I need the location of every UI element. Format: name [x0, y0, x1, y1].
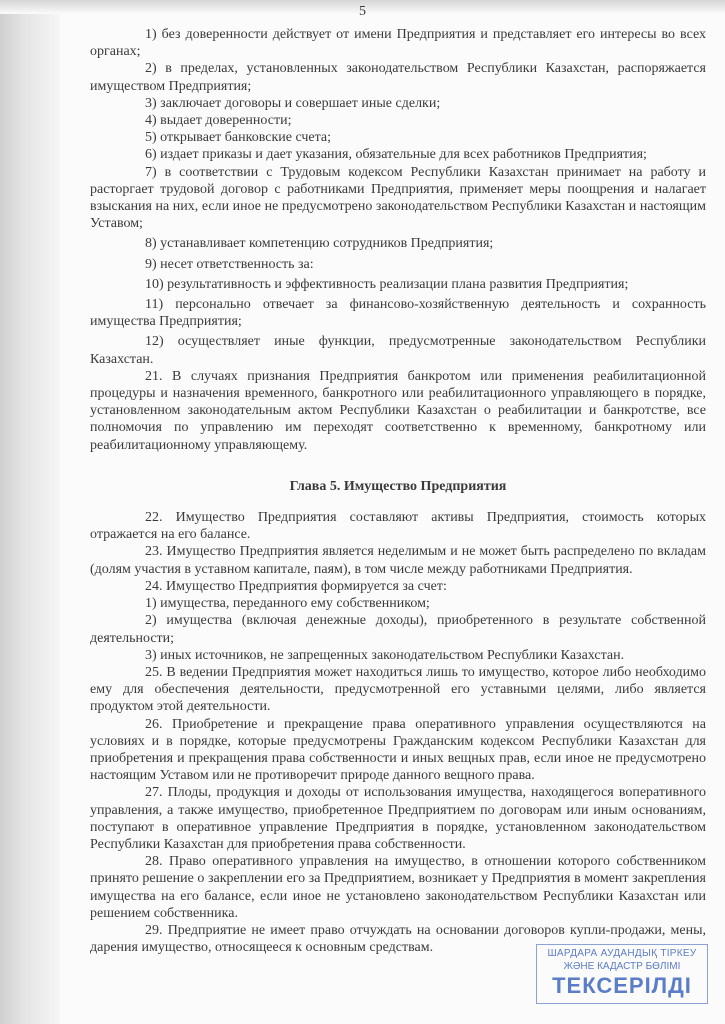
chapter-heading: Глава 5. Имущество Предприятия — [289, 478, 507, 494]
paragraph: 26. Приобретение и прекращение права оперативного управления осуществляются на условиях и в порядке, которые предусмотрены Гражданским кодексом Республики Казахстан для приобретения и прекращения права собственности и иных вещных прав, если иное не предусмотрено настоящим Уставом или не противоречит природе данного вещного права. — [90, 716, 706, 784]
paragraph: 2) имущества (включая денежные доходы), приобретенного в результате собственной деятельности; — [90, 613, 706, 646]
paragraph: 29. Предприятие не имеет право отчуждать на основании договоров купли-продажи, мены, дарения имущество, относящееся к основным средствам. — [90, 922, 706, 956]
paragraph: 11) персонально отвечает за финансово-хозяйственную деятельность и сохранность имущества Предприятия; — [90, 297, 706, 330]
paragraph: 7) в соответствии с Трудовым кодексом Республики Казахстан принимает на работу и расторгает трудовой договор с работниками Предприятия, применяет меры поощрения и налагает взыскания на них, если иное не предусмотрено законодательством Республики Казахстан и настоящим Уставом; — [90, 164, 706, 232]
paragraph: 1) без доверенности действует от имени Предприятия и представляет его интересы во всех органах; — [90, 27, 706, 60]
stamp-line-2: ЖӘНЕ КАДАСТР БӨЛІМІ — [563, 961, 681, 972]
paragraph: 5) открывает банковские счета; — [145, 130, 332, 146]
paragraph: 10) результативность и эффективность реализации плана развития Предприятия; — [145, 276, 629, 292]
paragraph: 1) имущества, переданного ему собственником; — [145, 596, 430, 612]
paragraph: 28. Право оперативного управления на имущество, в отношении которого собственником принято решение о закреплении его за Предприятием, возникает у Предприятия в момент закрепления имущества на его балансе, если иное не установлено законодательством Республики Казахстан или решением собственника. — [90, 854, 706, 921]
paragraph: 12) осуществляет иные функции, предусмотренные законодательством Республики Казахстан. — [90, 334, 706, 367]
paragraph: 3) заключает договоры и совершает иные сделки; — [145, 95, 441, 111]
paragraph: 23. Имущество Предприятия является неделимым и не может быть распределено по вкладам (долям участия в уставном капитале, паям), в том числе между работниками Предприятия. — [90, 544, 706, 577]
paragraph: 8) устанавливает компетенцию сотрудников Предприятия; — [145, 236, 494, 252]
paragraph: 4) выдает доверенности; — [145, 113, 292, 129]
stamp-line-3: ТЕКСЕРІЛДІ — [552, 973, 692, 998]
paragraph: 25. В ведении Предприятия может находиться лишь то имущество, которое либо необходимо ему для обеспечения деятельности, предусмотренной его уставными целями, либо является продуктом этой деятельности. — [90, 664, 706, 715]
paragraph: 24. Имущество Предприятия формируется за счет: — [145, 578, 447, 594]
document-body — [90, 26, 706, 956]
paragraph: 9) несет ответственность за: — [145, 256, 314, 272]
verification-stamp — [536, 944, 708, 1004]
paragraph: 21. В случаях признания Предприятия банкротом или применения реабилитационной процедуры и назначения временного, банкротного или реабилитационного управляющего в порядке, установленном законодательным актом Республики Казахстан о реабилитации и банкротстве, все полномочия по управлению им переходят соответственно к временному, банкротному или реабилитационному управляющему. — [90, 368, 706, 453]
scan-edge-shadow — [0, 0, 60, 1024]
paragraph: 3) иных источников, не запрещенных законодательством Республики Казахстан. — [145, 647, 625, 663]
page-number: 5 — [359, 4, 366, 19]
paragraph: 22. Имущество Предприятия составляют активы Предприятия, стоимость которых отражается на его балансе. — [90, 510, 706, 543]
paragraph: 2) в пределах, установленных законодательством Республики Казахстан, распоряжается имуществом Предприятия; — [90, 61, 706, 94]
paragraph: 27. Плоды, продукция и доходы от использования имущества, находящегося воперативного управления, а также имущество, приобретенное Предприятием по договорам или иным основаниям, поступают в оперативное управление Предприятия в порядке, установленном законодательством Республики Казахстан для приобретения права собственности. — [90, 785, 706, 852]
stamp-line-1: ШАРДАРА АУДАНДЫҚ ТІРКЕУ — [547, 948, 697, 959]
paragraph: 6) издает приказы и дает указания, обязательные для всех работников Предприятия; — [145, 147, 647, 163]
